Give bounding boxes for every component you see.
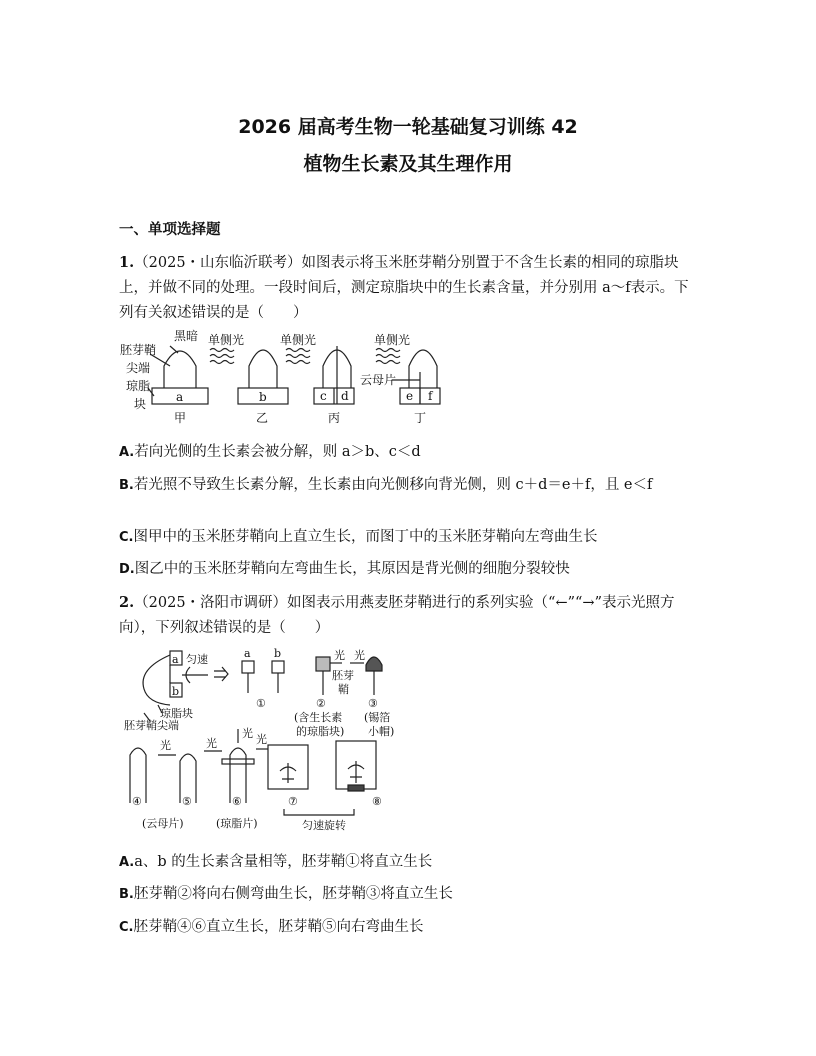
turntable-8	[348, 785, 364, 791]
question-1-stem	[119, 250, 699, 326]
label-dark: 黑暗	[174, 329, 199, 343]
fig2-n1: ①	[256, 697, 266, 710]
fig2-light-45: 光	[160, 739, 171, 752]
question-1-option-c[interactable]: C.图甲中的玉米胚芽鞘向上直立生长，而图丁中的玉米胚芽鞘向左弯曲生长	[119, 529, 598, 545]
question-2-number: 2.	[119, 594, 135, 611]
light-waves-bing	[286, 349, 310, 364]
bracket-7-8	[284, 809, 354, 815]
fig2-tip: 胚芽鞘尖端	[124, 719, 179, 732]
label-light-yi: 单侧光	[208, 333, 245, 347]
fig2-cap78: 匀速旋转	[302, 819, 346, 832]
fig2-cap3-1: (锡箔	[364, 711, 391, 724]
question-2-option-b[interactable]: B.胚芽鞘②将向右侧弯曲生长，胚芽鞘③将直立生长	[119, 886, 453, 902]
label-tip-2: 尖端	[126, 361, 151, 375]
fig2-n7: ⑦	[288, 795, 298, 808]
fig2-light-7: 光	[256, 733, 267, 746]
caption-jia: 甲	[174, 411, 187, 425]
block-c-label: c	[320, 389, 327, 403]
fig2-a: a	[172, 653, 179, 666]
question-1-option-b[interactable]: B.若光照不导致生长素分解，生长素由向光侧移向背光侧，则 c＋d＝e＋f，且 e＜f	[119, 477, 653, 493]
fig2-coleoptile-1: 胚芽	[332, 669, 354, 682]
caption-ding: 丁	[414, 411, 427, 425]
plant-7	[280, 763, 296, 783]
block-a-label: a	[176, 390, 184, 404]
block-d-label: d	[341, 389, 349, 403]
fig2-n8: ⑧	[372, 795, 382, 808]
fig2-cap2-1: (含生长素	[294, 711, 343, 724]
label-agar-1: 琼脂	[126, 379, 151, 393]
fig2-n4: ④	[132, 795, 142, 808]
label-mica: 云母片	[360, 373, 397, 387]
question-1-text: （2025・山东临沂联考）如图表示将玉米胚芽鞘分别置于不含生长素的相同的琼脂块上，并做不同的处理。一段时间后，测定琼脂块中的生长素含量，并分别用 a～f表示。下列有关叙述错误的是（ ）	[119, 255, 689, 321]
section-heading: 一、单项选择题	[119, 222, 221, 238]
fig2-light-3: 光	[354, 649, 365, 662]
fig2-light-6-top: 光	[242, 727, 253, 740]
question-1-figure	[118, 326, 458, 430]
fig2-coleoptile-2: 鞘	[338, 683, 349, 696]
question-2-stem	[119, 590, 699, 641]
foil-cap-3	[366, 657, 382, 671]
fig2-cap6: (琼脂片)	[216, 817, 258, 830]
caption-yi: 乙	[256, 411, 269, 425]
agar-sheet-6	[222, 759, 254, 764]
question-1-number: 1.	[119, 254, 135, 271]
fig2-n5: ⑤	[182, 795, 192, 808]
fig2-b: b	[172, 685, 180, 698]
fig2-n6: ⑥	[232, 795, 242, 808]
page-title: 2026 届高考生物一轮基础复习训练 42	[238, 116, 578, 138]
light-waves-ding	[376, 349, 400, 364]
fig2-uniform: 匀速	[186, 653, 208, 666]
coleoptile-ding	[409, 350, 437, 388]
fig2-light-6: 光	[206, 737, 217, 750]
question-2-option-c[interactable]: C.胚芽鞘④⑥直立生长，胚芽鞘⑤向右弯曲生长	[119, 919, 424, 935]
coleoptile-jia	[164, 351, 196, 388]
label-tip-1: 胚芽鞘	[120, 343, 157, 357]
rotating-tip	[143, 655, 170, 705]
fig2-n3: ③	[368, 697, 378, 710]
question-1-option-d[interactable]: D.图乙中的玉米胚芽鞘向左弯曲生长，其原因是背光侧的细胞分裂较快	[119, 561, 570, 577]
fig2-light-2: 光	[334, 649, 345, 662]
light-waves-yi	[210, 349, 234, 364]
fig2-cap3-2: 小帽)	[368, 725, 395, 738]
fig2-n2: ②	[316, 697, 326, 710]
pointer-dark	[170, 346, 178, 353]
fig2-n1-b: b	[274, 647, 282, 660]
question-2-figure	[118, 643, 398, 833]
double-arrow	[214, 667, 228, 681]
question-1-option-a[interactable]: A.若向光侧的生长素会被分解，则 a＞b、c＜d	[119, 444, 421, 460]
page-subtitle: 植物生长素及其生理作用	[303, 153, 513, 175]
coleoptile-yi	[249, 350, 277, 388]
block-b-label: b	[259, 390, 267, 404]
block-e-label: e	[406, 389, 414, 403]
fig2-cap2-2: 的琼脂块)	[296, 725, 345, 738]
plant-8	[348, 761, 364, 783]
fig2-agar-block: 琼脂块	[160, 707, 193, 720]
question-2-text: （2025・洛阳市调研）如图表示用燕麦胚芽鞘进行的系列实验（“←”“→”表示光照方向），下列叙述错误的是（ ）	[119, 595, 675, 636]
label-light-bing: 单侧光	[280, 333, 317, 347]
block-f-label: f	[428, 389, 433, 403]
label-agar-2: 块	[134, 397, 147, 411]
fig2-n1-a: a	[244, 647, 251, 660]
label-light-ding: 单侧光	[374, 333, 411, 347]
n1-block-b	[272, 661, 284, 673]
n1-block-a	[242, 661, 254, 673]
fig2-cap45: (云母片)	[142, 817, 184, 830]
caption-bing: 丙	[328, 411, 341, 425]
question-2-option-a[interactable]: A.a、b 的生长素含量相等，胚芽鞘①将直立生长	[119, 854, 433, 870]
agar-block-2	[316, 657, 330, 671]
